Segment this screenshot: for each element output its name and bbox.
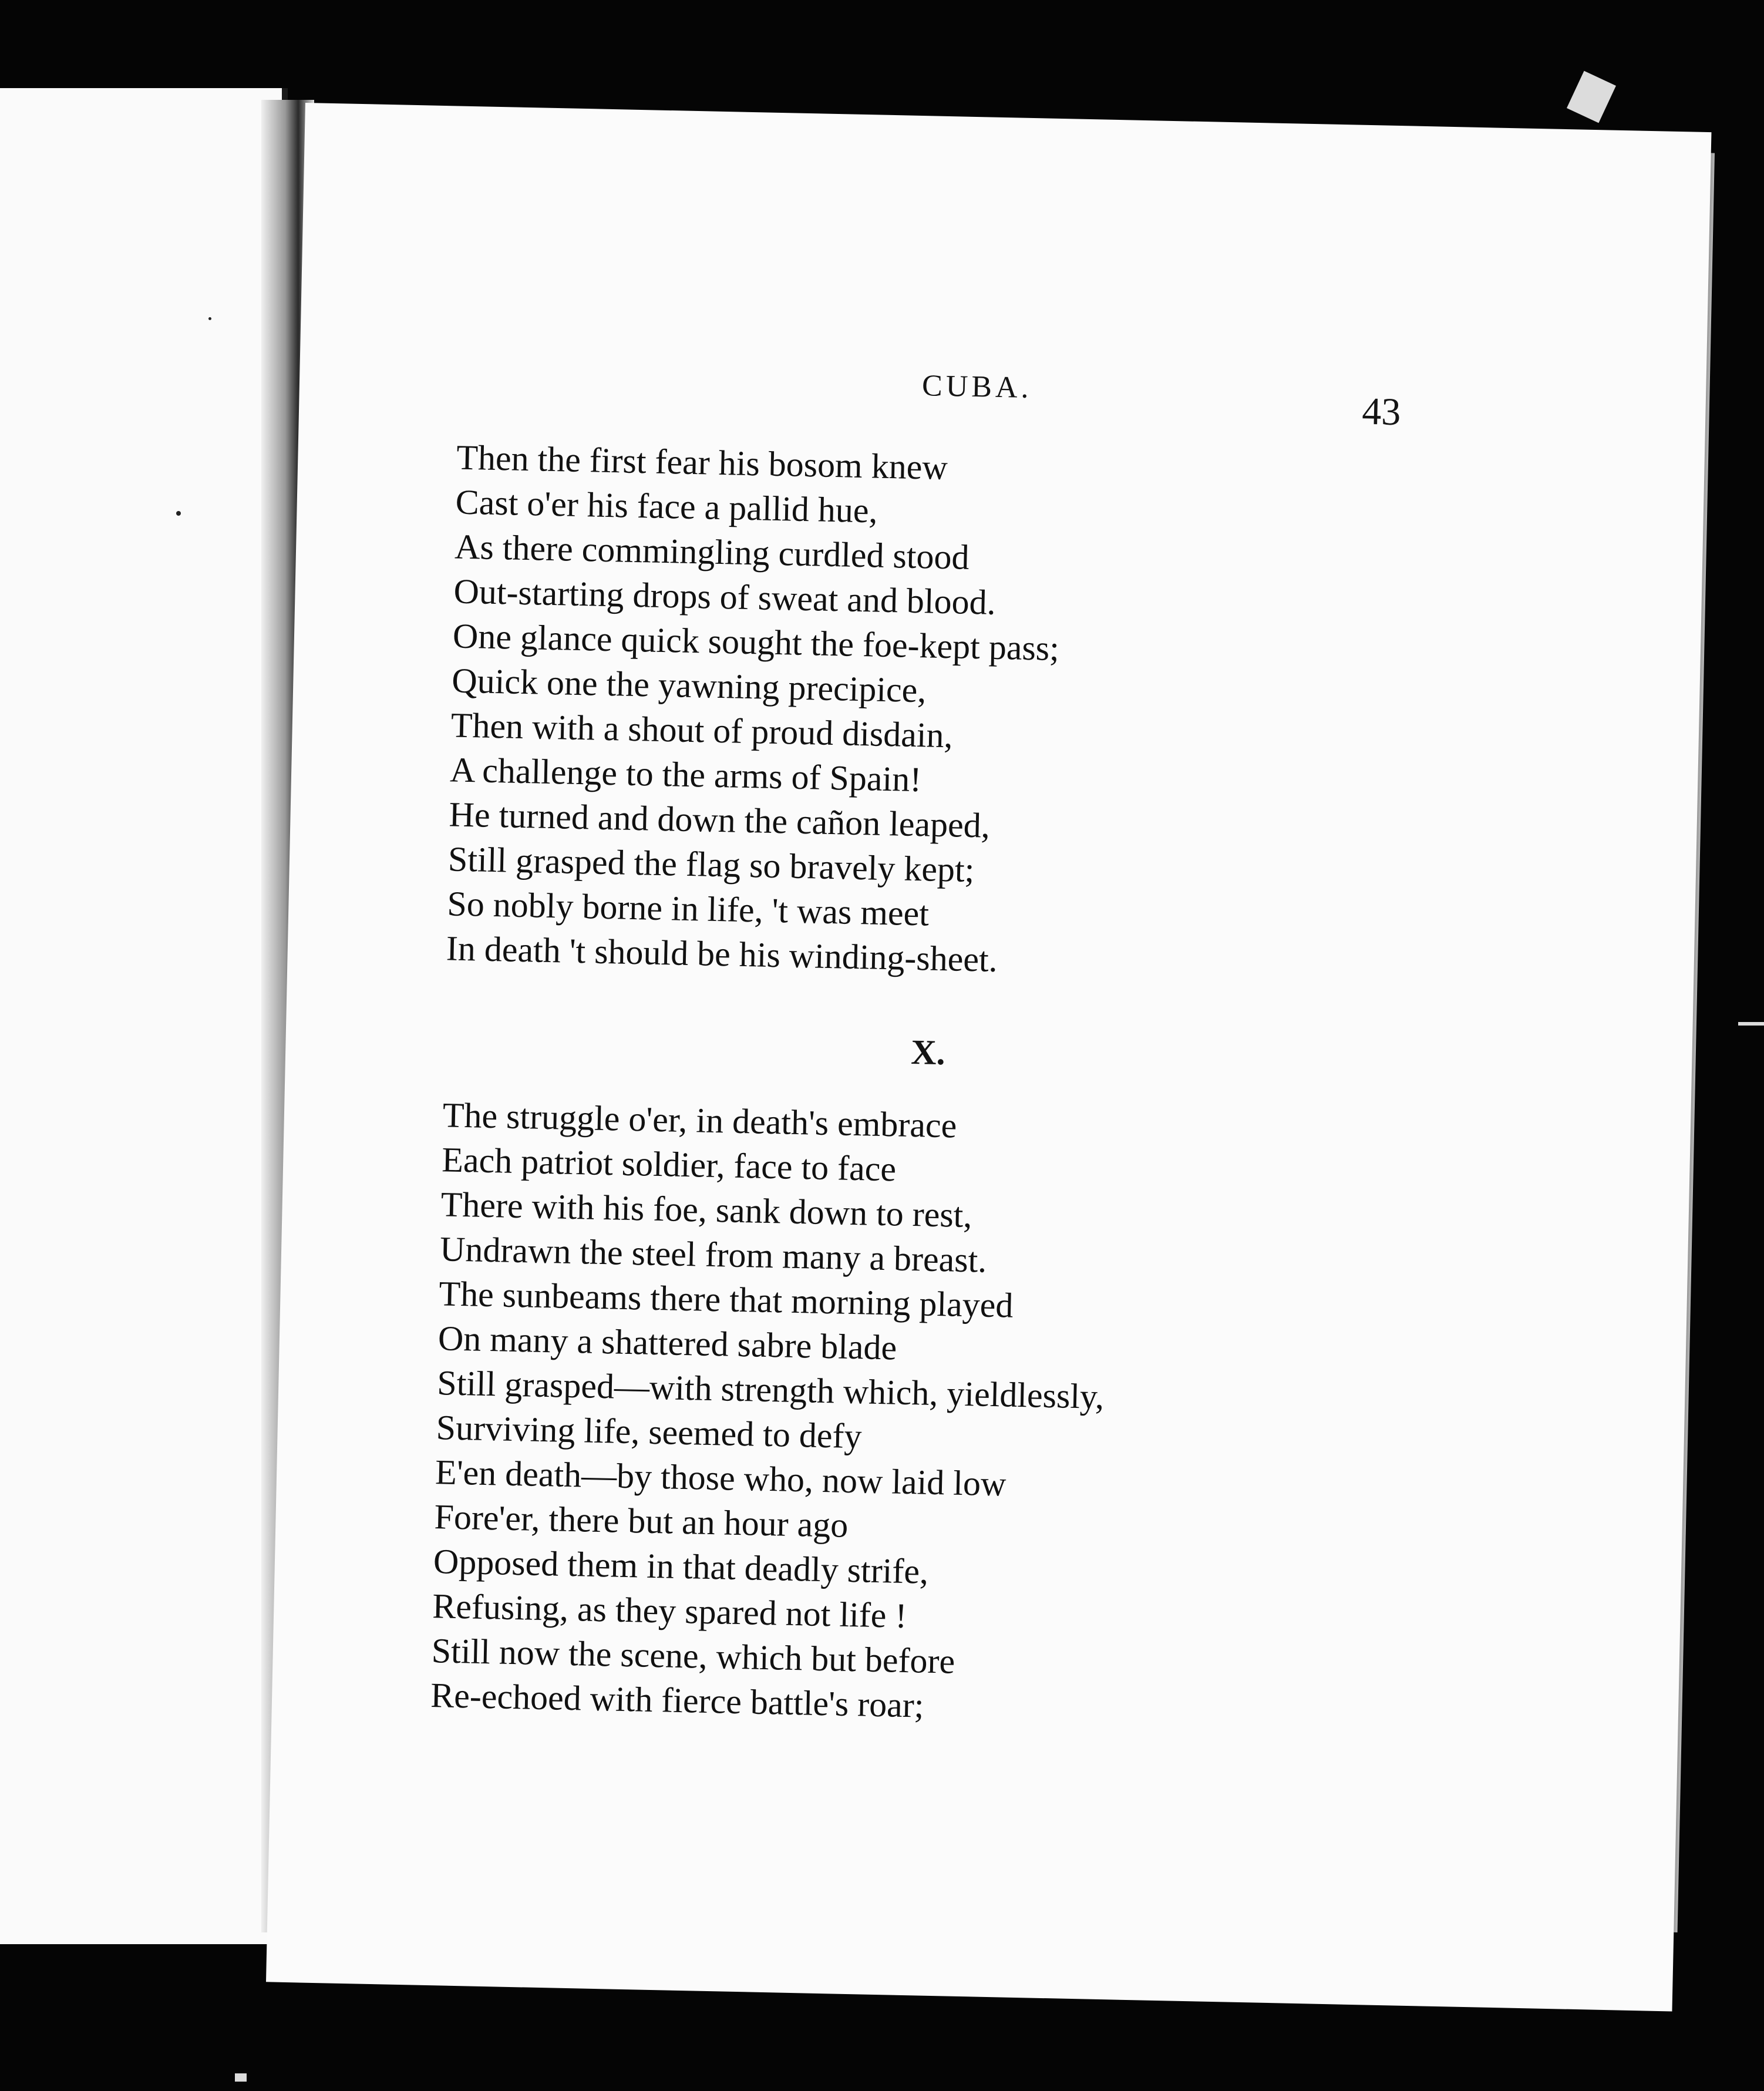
- poem-line: Each patriot soldier, face to face: [441, 1140, 897, 1189]
- poem-line: Then with a shout of proud disdain,: [450, 705, 954, 755]
- poem-line: One glance quick sought the foe-kept pass;: [452, 616, 1060, 668]
- scan-blemish: [235, 2073, 247, 2082]
- poem-line: Quick one the yawning precipice,: [451, 661, 927, 710]
- poem-line: E'en death—by those who, now laid low: [435, 1453, 1007, 1504]
- scan-blemish: [1738, 1022, 1764, 1026]
- poem-line: So nobly borne in life, 't was meet: [446, 884, 930, 933]
- poem-line: The struggle o'er, in death's embrace: [442, 1095, 958, 1145]
- poem-line: Out-starting drops of sweat and blood.: [453, 572, 997, 622]
- left-page-edge: [0, 88, 288, 1944]
- poem-line: In death 't should be his winding-sheet.: [446, 929, 998, 979]
- running-head: CUBA.: [921, 369, 1033, 405]
- book-page: [266, 103, 1711, 2011]
- poem-line: Then the first fear his bosom knew: [456, 438, 948, 488]
- stanza-2: [430, 1092, 1110, 1732]
- dust-speck: [208, 317, 211, 320]
- poem-line: Still grasped the flag so bravely kept;: [447, 839, 975, 890]
- poem-line: On many a shattered sabre blade: [437, 1319, 897, 1367]
- poem-line: There with his foe, sank down to rest,: [440, 1185, 973, 1235]
- stanza-1: [446, 435, 1063, 983]
- poem-line: Undrawn the steel from many a breast.: [439, 1229, 988, 1280]
- poem-line: Still grasped—with strength which, yieldlessly,: [436, 1363, 1105, 1416]
- poem-line: He turned and down the cañon leaped,: [448, 795, 991, 845]
- poem-line: A challenge to the arms of Spain!: [449, 750, 922, 799]
- poem-line: Cast o'er his face a pallid hue,: [455, 482, 878, 530]
- poem-line: As there commingling curdled stood: [454, 527, 970, 577]
- poem-line: Still now the scene, which but before: [431, 1631, 955, 1681]
- page-number: 43: [1361, 389, 1402, 434]
- poem-line: The sunbeams there that morning played: [438, 1274, 1014, 1325]
- poem-line: Fore'er, there but an hour ago: [433, 1497, 849, 1545]
- poem-line: Opposed them in that deadly strife,: [433, 1542, 929, 1591]
- section-numeral: X.: [910, 1032, 946, 1073]
- scan-blemish: [1567, 71, 1616, 123]
- dust-speck: [176, 511, 181, 516]
- poem-line: Surviving life, seemed to defy: [436, 1408, 863, 1456]
- poem-line: Refusing, as they spared not life !: [432, 1586, 908, 1636]
- poem-line: Re-echoed with fierce battle's roar;: [430, 1676, 925, 1725]
